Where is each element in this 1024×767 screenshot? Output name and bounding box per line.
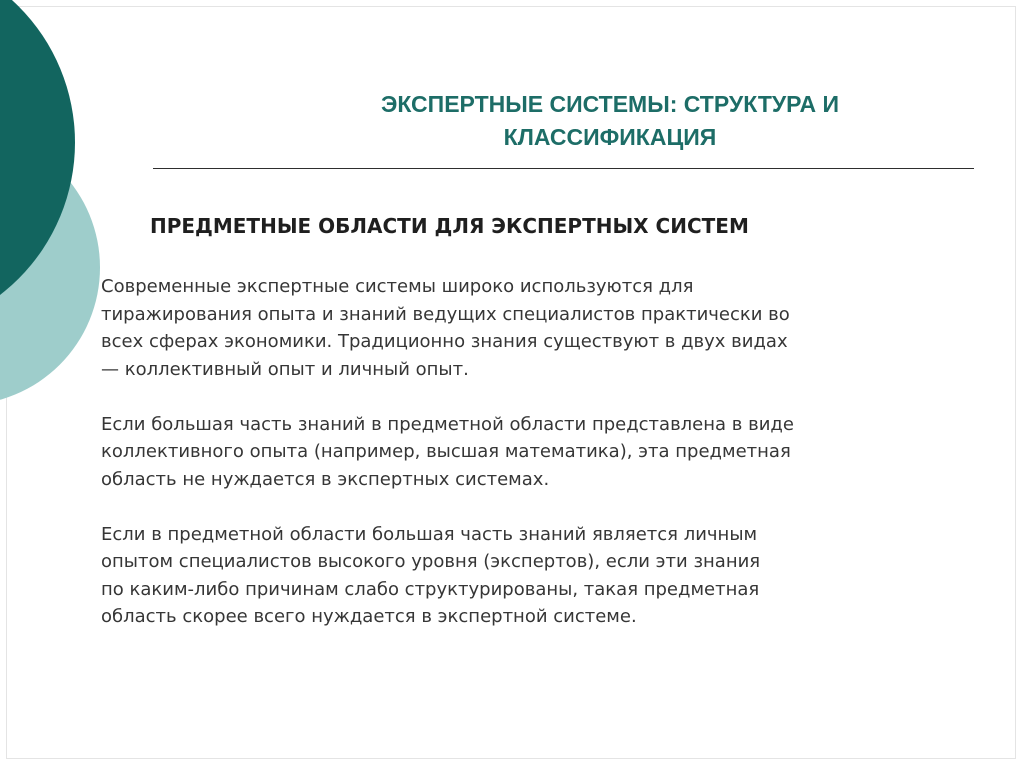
paragraph-line: по каким-либо причинам слабо структурированы, такая предметная [101, 578, 760, 600]
paragraph-line: область скорее всего нуждается в экспертной системе. [101, 606, 637, 627]
slide-title-line-1: ЭКСПЕРТНЫЕ СИСТЕМЫ: СТРУКТУРА И [380, 91, 840, 117]
paragraph-line: коллективного опыта (например, высшая математика), эта предметная [101, 441, 791, 462]
paragraph-line: Современные экспертные системы широко используются для [101, 276, 694, 297]
slide-title-line-2: КЛАССИФИКАЦИЯ [503, 124, 717, 150]
paragraph-line: всех сферах экономики. Традиционно знания существуют в двух видах [101, 331, 788, 352]
paragraph-line: — коллективный опыт и личный опыт. [101, 358, 469, 380]
paragraph-3 [101, 521, 981, 631]
section-heading: ПРЕДМЕТНЫЕ ОБЛАСТИ ДЛЯ ЭКСПЕРТНЫХ СИСТЕМ [150, 214, 749, 238]
paragraph-line: Если большая часть знаний в предметной области представлена в виде [101, 413, 794, 435]
paragraph-line: опытом специалистов высокого уровня (экспертов), если эти знания [101, 551, 761, 572]
body-text [101, 273, 981, 658]
paragraph-line: область не нуждается в экспертных системах. [101, 468, 550, 490]
slide-title [290, 88, 930, 154]
paragraph-2 [101, 411, 981, 494]
title-divider [153, 168, 974, 169]
paragraph-line: тиражирования опыта и знаний ведущих специалистов практически во [101, 303, 790, 325]
paragraph-1 [101, 273, 981, 383]
paragraph-line: Если в предметной области большая часть знаний является личным [101, 523, 758, 545]
